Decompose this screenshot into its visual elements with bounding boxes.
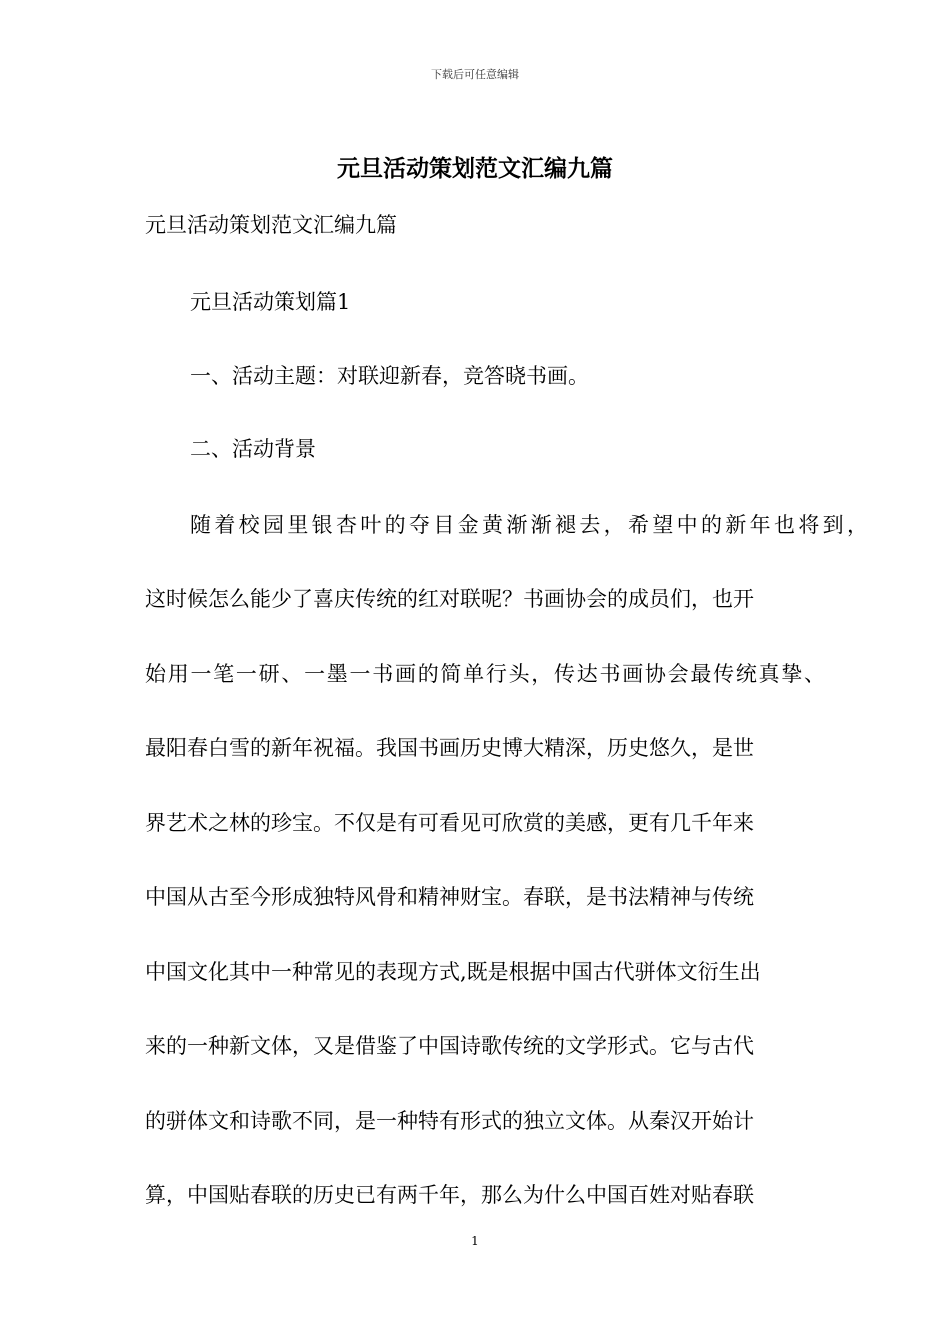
paragraph-line: 算，中国贴春联的历史已有两千年，那么为什么中国百姓对贴春联	[145, 1183, 754, 1207]
header-note: 下载后可任意编辑	[431, 68, 519, 81]
paragraph-line: 的骈体文和诗歌不同，是一种特有形式的独立文体。从秦汉开始计	[145, 1109, 754, 1133]
list-item-background: 二、活动背景	[190, 437, 316, 461]
paragraph-line: 最阳春白雪的新年祝福。我国书画历史博大精深，历史悠久，是世	[145, 736, 754, 760]
paragraph-line: 始用一笔一研、一墨一书画的简单行头，传达书画协会最传统真挚、	[145, 662, 825, 686]
paragraph-line: 中国从古至今形成独特风骨和精神财宝。春联，是书法精神与传统	[145, 885, 754, 909]
paragraph-line: 随着校园里银杏叶的夺目金黄渐渐褪去，希望中的新年也将到，	[190, 513, 868, 537]
paragraph-line: 界艺术之林的珍宝。不仅是有可看见可欣赏的美感，更有几千年来	[145, 811, 754, 835]
section-heading: 元旦活动策划篇1	[190, 290, 351, 314]
paragraph-line: 来的一种新文体，又是借鉴了中国诗歌传统的文学形式。它与古代	[145, 1034, 754, 1058]
list-item-theme: 一、活动主题：对联迎新春，竞答晓书画。	[190, 364, 589, 388]
document-title: 元旦活动策划范文汇编九篇	[337, 155, 613, 182]
page-number: 1	[471, 1234, 479, 1248]
paragraph-line: 这时候怎么能少了喜庆传统的红对联呢？书画协会的成员们，也开	[145, 587, 754, 611]
paragraph-line: 中国文化其中一种常见的表现方式,既是根据中国古代骈体文衍生出	[145, 960, 761, 984]
document-subtitle: 元旦活动策划范文汇编九篇	[145, 213, 397, 237]
